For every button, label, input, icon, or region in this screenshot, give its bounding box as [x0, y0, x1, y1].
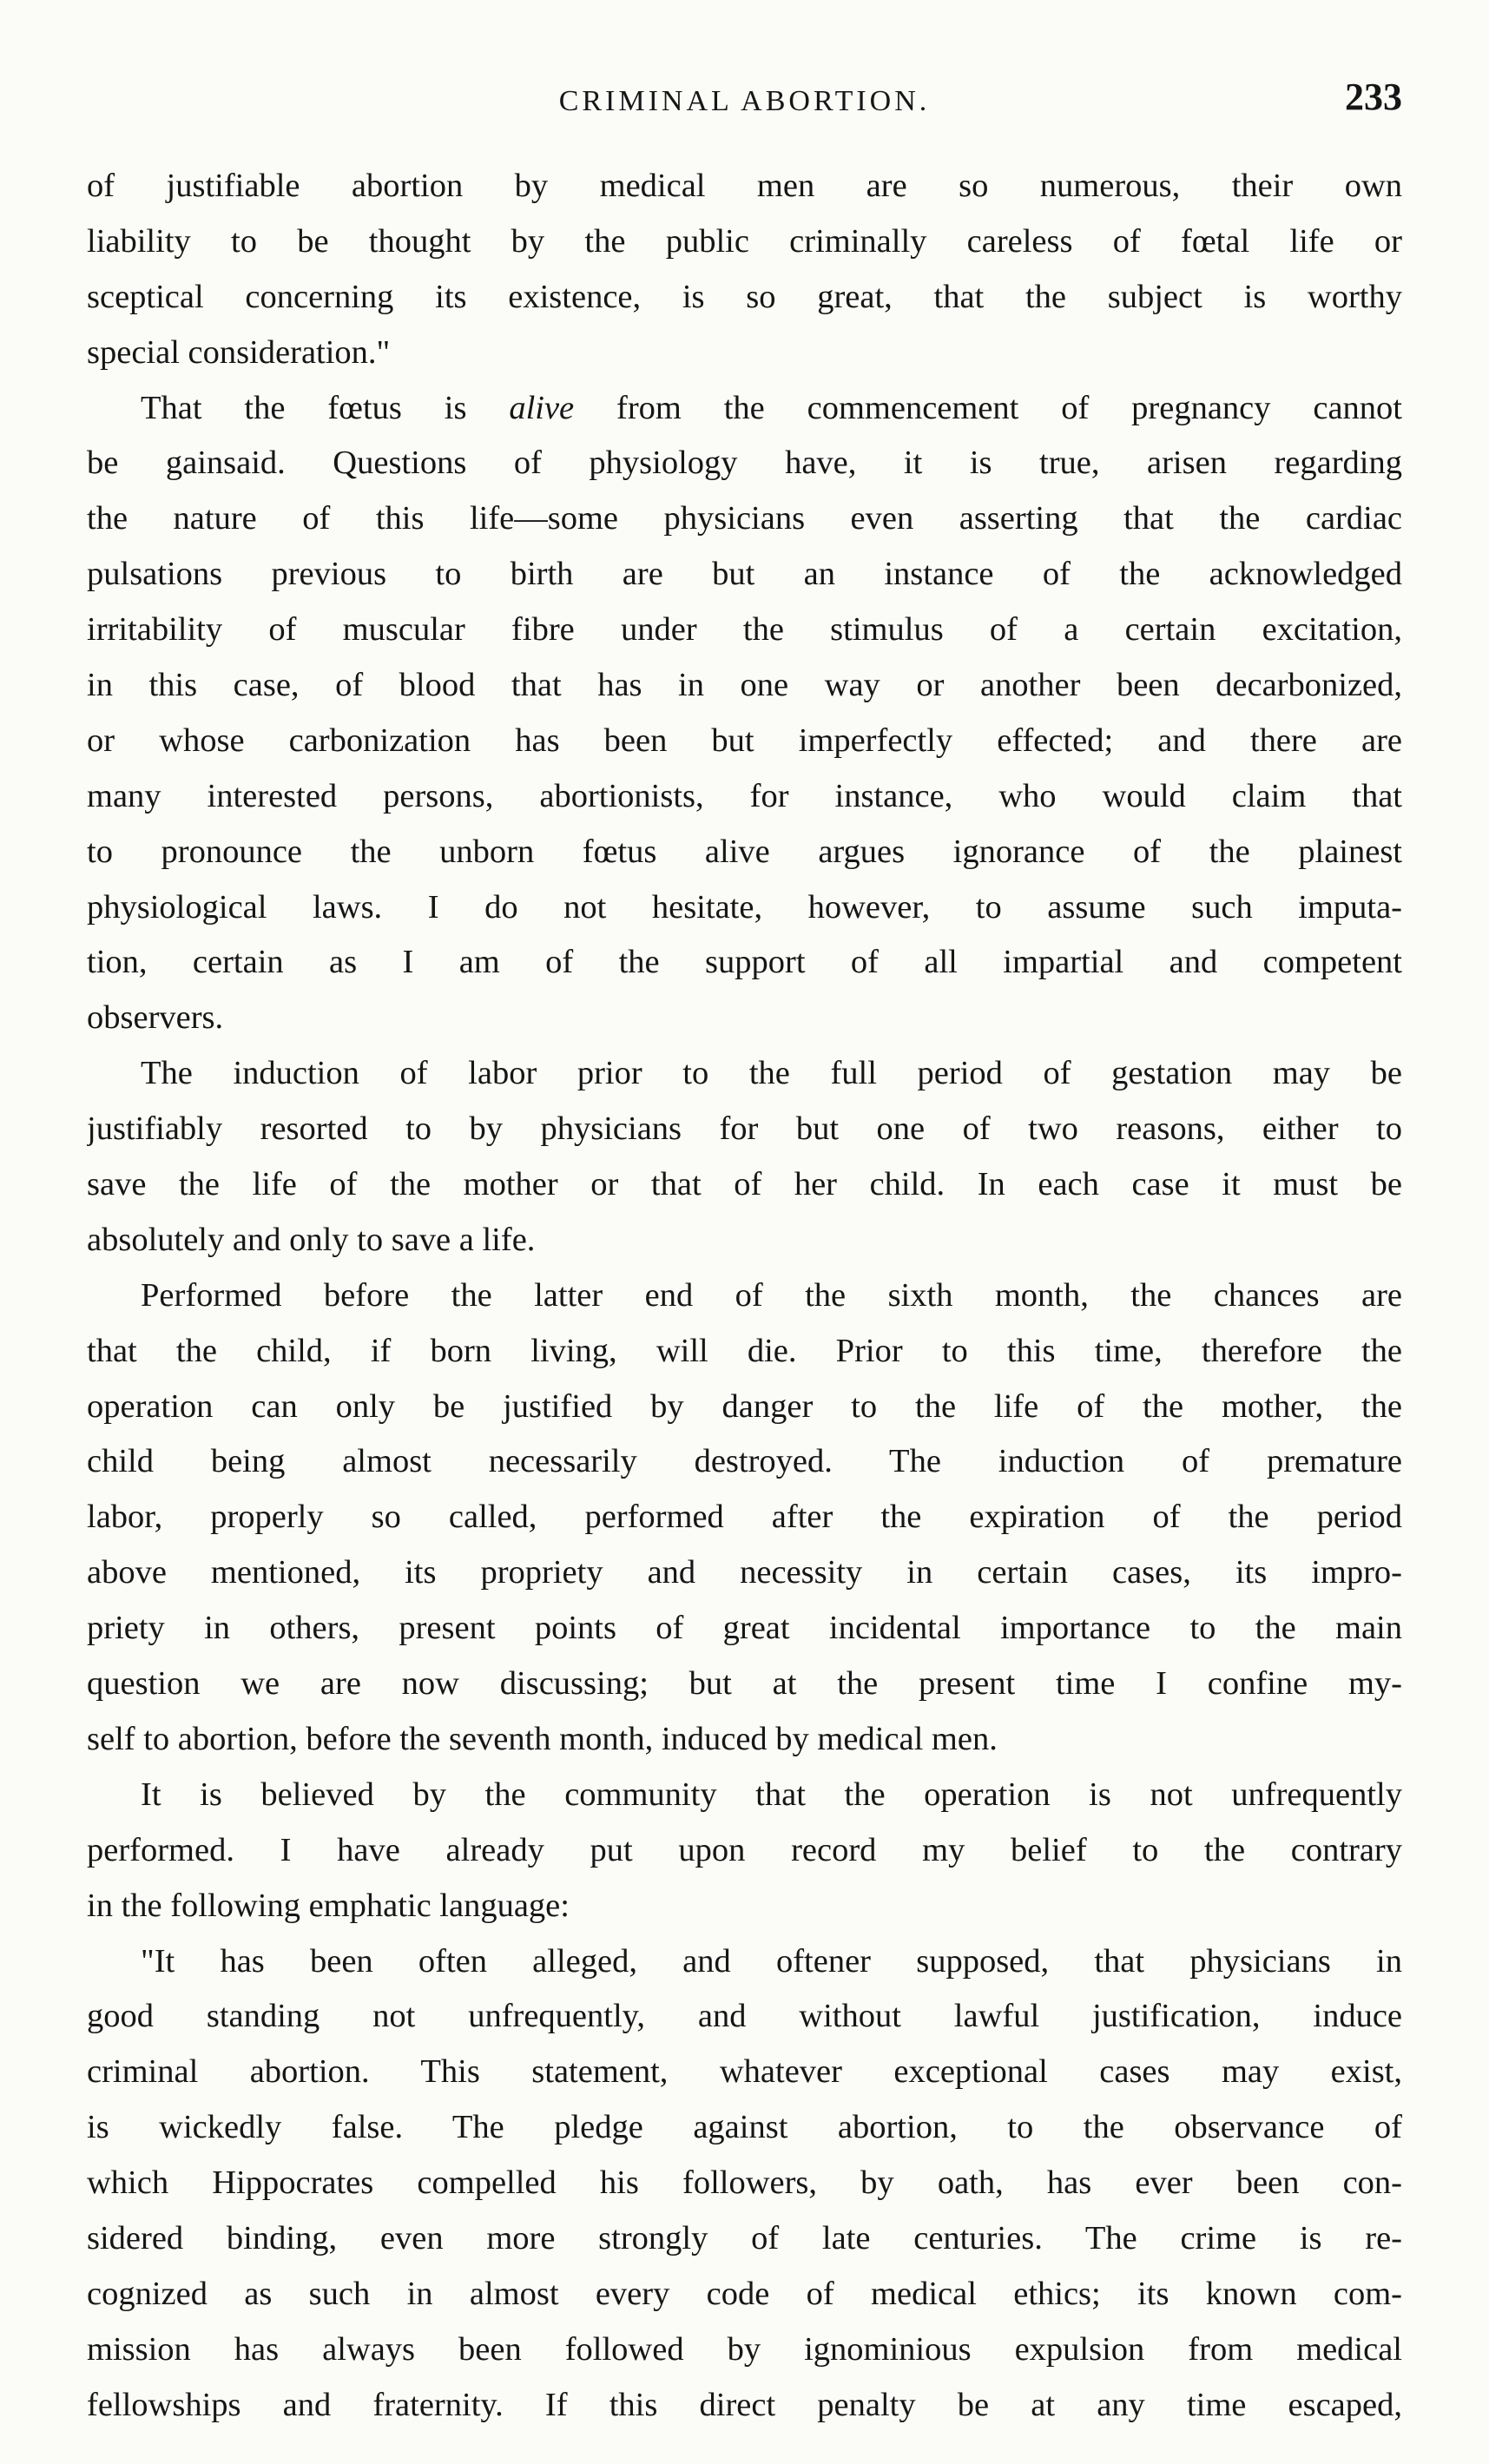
text-line: in this case, of blood that has in one way or another been decarbonized,: [87, 667, 1402, 704]
text-line: performed. I have already put upon record my belief to the contrary: [87, 1831, 1402, 1868]
text-line: is wickedly false. The pledge against abortion, to the observance of: [87, 2109, 1402, 2146]
paragraph-3: [87, 1046, 1402, 1268]
paragraph-5: [87, 1768, 1402, 1934]
text-line: the nature of this life—some physicians even asserting that the cardiac: [87, 500, 1402, 537]
text-line: tion, certain as I am of the support of all impartial and competent: [87, 944, 1402, 981]
text-line: question we are now discussing; but at the present time I confine my-: [87, 1665, 1402, 1703]
text-line: operation can only be justified by danger to the life of the mother, the: [87, 1387, 1402, 1425]
text-line: fellowships and fraternity. If this direct penalty be at any time escaped,: [87, 2386, 1402, 2423]
text-line: It is believed by the community that the operation is not unfrequently: [141, 1776, 1402, 1813]
text-line: [87, 381, 1402, 437]
text-line: child being almost necessarily destroyed. The induction of premature: [87, 1443, 1402, 1480]
text-line: save the life of the mother or that of her child. In each case it must be: [87, 1166, 1402, 1203]
paragraph-4: [87, 1268, 1402, 1768]
text-line: mission has always been followed by ignominious expulsion from medical: [87, 2330, 1402, 2368]
text-line: Performed before the latter end of the sixth month, the chances are: [141, 1276, 1402, 1314]
text-run: from the commencement of pregnancy cannot: [574, 389, 1402, 426]
text-line: self to abortion, before the seventh month, induced by medical men.: [87, 1720, 998, 1757]
text-line: or whose carbonization has been but imperfectly effected; and there are: [87, 721, 1402, 759]
text-line: in the following emphatic language:: [87, 1887, 570, 1924]
text-line: The induction of labor prior to the full period of gestation may be: [141, 1055, 1402, 1092]
text-run: That the fœtus is: [141, 389, 510, 426]
text-line: of justifiable abortion by medical men are so numerous, their own: [87, 168, 1402, 204]
text-line: which Hippocrates compelled his followers, by oath, has ever been con-: [87, 2164, 1402, 2202]
text-line: good standing not unfrequently, and without lawful justification, induce: [87, 1998, 1402, 2035]
text-line: labor, properly so called, performed after the expiration of the period: [87, 1499, 1402, 1536]
page-number: 233: [1345, 76, 1402, 118]
text-line: physiological laws. I do not hesitate, however, to assume such imputa-: [87, 888, 1402, 926]
text-line: absolutely and only to save a life.: [87, 1221, 536, 1258]
text-line: pulsations previous to birth are but an instance of the acknowledged: [87, 556, 1402, 593]
text-line: priety in others, present points of great incidental importance to the main: [87, 1610, 1402, 1647]
text-line: liability to be thought by the public criminally careless of fœtal life or: [87, 222, 1402, 260]
italic-word: alive: [509, 389, 575, 426]
text-line: cognized as such in almost every code of medical ethics; its known com-: [87, 2275, 1402, 2312]
text-line: sceptical concerning its existence, is so great, that the subject is worthy: [87, 278, 1402, 315]
paragraph-2: [87, 381, 1402, 1047]
text-line: "It has been often alleged, and oftener supposed, that physicians in: [141, 1942, 1402, 1980]
paragraph-1: [87, 159, 1402, 381]
text-line: that the child, if born living, will die. Prior to this time, therefore the: [87, 1332, 1402, 1369]
running-head: CRIMINAL ABORTION.: [558, 85, 931, 117]
page-body: [87, 159, 1402, 2434]
text-line: be gainsaid. Questions of physiology have, it is true, arisen regarding: [87, 445, 1402, 482]
text-line: criminal abortion. This statement, whatever exceptional cases may exist,: [87, 2053, 1402, 2091]
text-line: special consideration.": [87, 333, 391, 371]
block-quote: [87, 1934, 1402, 2434]
text-line: sidered binding, even more strongly of late centuries. The crime is re-: [87, 2219, 1402, 2256]
text-line: justifiably resorted to by physicians for but one of two reasons, either to: [87, 1110, 1402, 1148]
text-line: to pronounce the unborn fœtus alive argues ignorance of the plainest: [87, 833, 1402, 870]
page-header: [87, 75, 1402, 127]
text-line: many interested persons, abortionists, for instance, who would claim that: [87, 777, 1402, 814]
text-line: observers.: [87, 999, 224, 1037]
text-line: irritability of muscular fibre under the stimulus of a certain excitation,: [87, 611, 1402, 649]
text-line: above mentioned, its propriety and necessity in certain cases, its impro-: [87, 1554, 1402, 1591]
